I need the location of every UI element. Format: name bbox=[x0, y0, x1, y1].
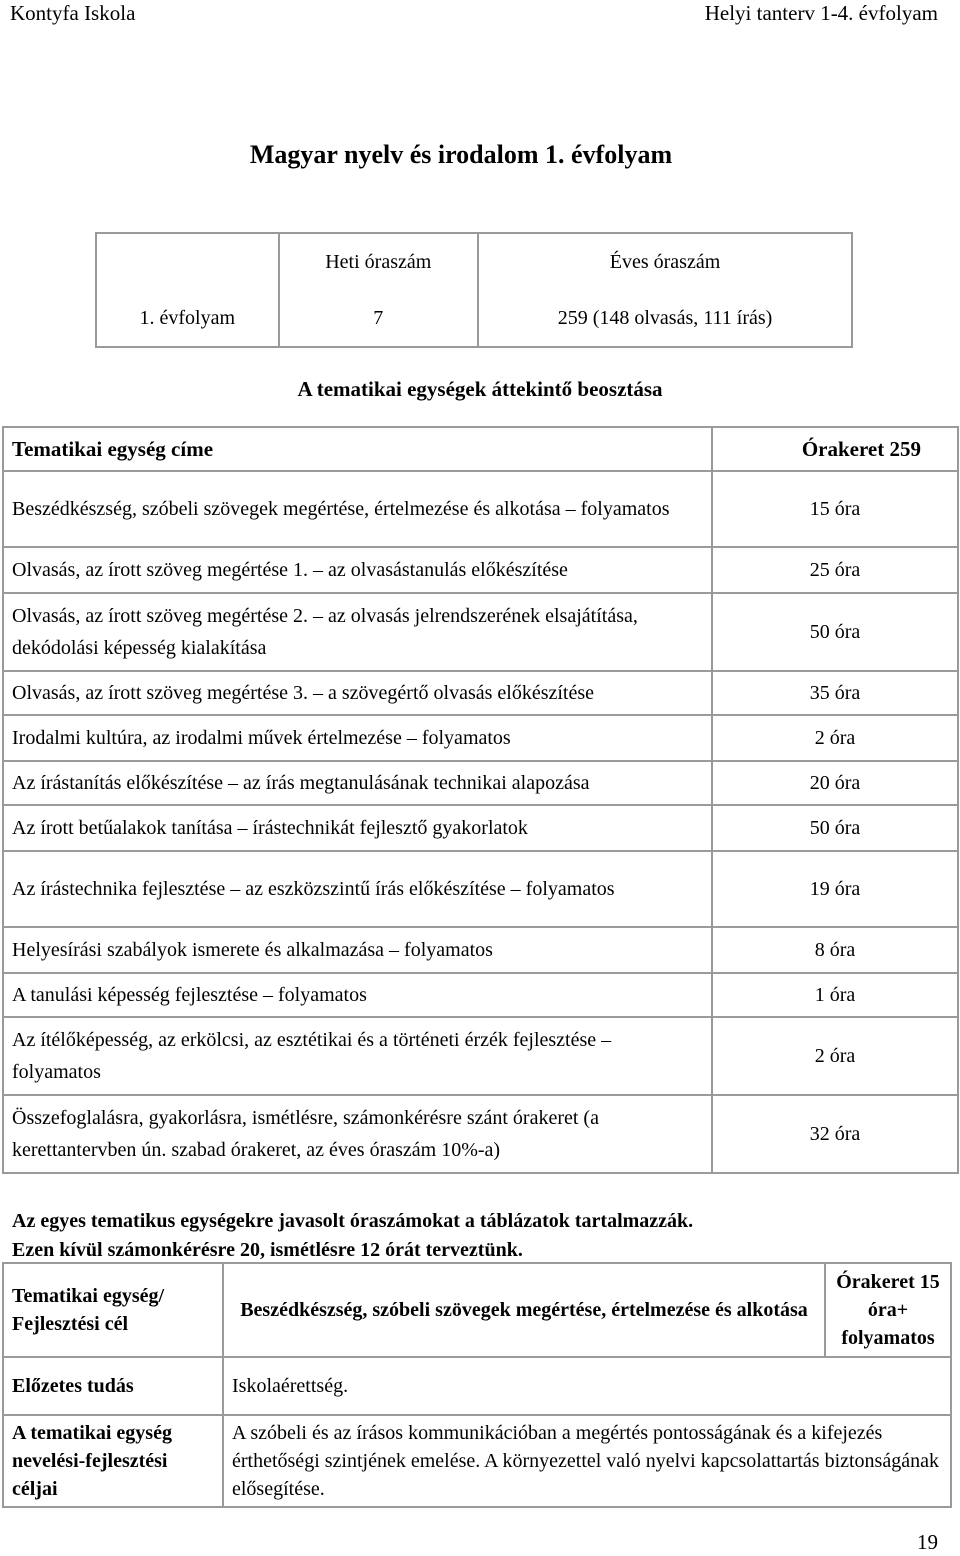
hours-cell: 1 óra bbox=[712, 973, 958, 1017]
topic-cell: Összefoglalásra, gyakorlásra, ismétlésre, számonkérésre szánt órakeret (a kerettantervben ún. szabad órakeret, az éves óraszám 10%-a) bbox=[3, 1095, 712, 1173]
hours-cell: 19 óra bbox=[712, 851, 958, 927]
hours-note-line-2: Ezen kívül számonkérésre 20, ismétlésre 12 órát terveztünk. bbox=[12, 1239, 523, 1261]
topic-cell: Az ítélőképesség, az erkölcsi, az esztétikai és a történeti érzék fejlesztése – folyamatos bbox=[3, 1017, 712, 1095]
topic-cell: Olvasás, az írott szöveg megértése 2. – az olvasás jelrendszerének elsajátítása, dekódolási képesség kialakítása bbox=[3, 593, 712, 671]
hours-yearly-value: 259 (148 olvasás, 111 írás) bbox=[478, 290, 852, 347]
hours-cell: 2 óra bbox=[712, 1017, 958, 1095]
table-row bbox=[3, 851, 958, 927]
table-row bbox=[3, 671, 958, 715]
header-school-name: Kontyfa Iskola bbox=[10, 1, 136, 25]
topic-cell: Az írott betűalakok tanítása – írástechnikát fejlesztő gyakorlatok bbox=[3, 805, 712, 851]
hours-cell: 50 óra bbox=[712, 805, 958, 851]
hours-note-line-1: Az egyes tematikus egységekre javasolt óraszámokat a táblázatok tartalmazzák. bbox=[12, 1210, 694, 1232]
goals-value: A szóbeli és az írásos kommunikációban a megértés pontosságának és a kifejezés érthetőségi szintjének emelése. A környezettel való nyelvi kapcsolattartás biztonságának elősegítése. bbox=[223, 1415, 951, 1507]
goals-label: A tematikai egység nevelési-fejlesztési céljai bbox=[3, 1415, 223, 1507]
table-row bbox=[3, 593, 958, 671]
hours-cell: 35 óra bbox=[712, 671, 958, 715]
topic-cell: Az írástechnika fejlesztése – az eszközszintű írás előkészítése – folyamatos bbox=[3, 851, 712, 927]
unit-table-goals-row bbox=[3, 1415, 951, 1507]
table-row bbox=[3, 1095, 958, 1173]
topic-cell: Az írástanítás előkészítése – az írás megtanulásának technikai alapozása bbox=[3, 761, 712, 805]
hours-header-yearly: Éves óraszám bbox=[478, 233, 852, 290]
hours-table-row bbox=[96, 290, 852, 347]
page-title: Magyar nyelv és irodalom 1. évfolyam bbox=[249, 140, 673, 169]
hours-note bbox=[12, 1207, 952, 1265]
table-row bbox=[3, 471, 958, 547]
table-row bbox=[3, 715, 958, 761]
unit-table bbox=[2, 1262, 952, 1508]
unit-hours: Órakeret 15 óra+ folyamatos bbox=[825, 1263, 951, 1357]
hours-header-weekly: Heti óraszám bbox=[279, 233, 478, 290]
overview-header-hours: Órakeret 259 bbox=[712, 427, 958, 471]
unit-label: Tematikai egység/ Fejlesztési cél bbox=[3, 1263, 223, 1357]
topic-cell: Olvasás, az írott szöveg megértése 1. – az olvasástanulás előkészítése bbox=[3, 547, 712, 593]
table-row bbox=[3, 805, 958, 851]
overview-title: A tematikai egységek áttekintő beosztása bbox=[297, 377, 663, 401]
table-row bbox=[3, 761, 958, 805]
hours-weekly-value: 7 bbox=[279, 290, 478, 347]
hours-cell: 25 óra bbox=[712, 547, 958, 593]
overview-header-topic: Tematikai egység címe bbox=[3, 427, 712, 471]
topic-cell: A tanulási képesség fejlesztése – folyamatos bbox=[3, 973, 712, 1017]
hours-table bbox=[95, 232, 853, 348]
unit-title: Beszédkészség, szóbeli szövegek megértése, értelmezése és alkotása bbox=[223, 1263, 825, 1357]
hours-cell: 8 óra bbox=[712, 927, 958, 973]
table-row bbox=[3, 1017, 958, 1095]
hours-grade: 1. évfolyam bbox=[96, 290, 279, 347]
hours-cell: 32 óra bbox=[712, 1095, 958, 1173]
prior-knowledge-label: Előzetes tudás bbox=[3, 1357, 223, 1415]
hours-cell: 20 óra bbox=[712, 761, 958, 805]
hours-cell: 2 óra bbox=[712, 715, 958, 761]
header-document-title: Helyi tanterv 1-4. évfolyam bbox=[704, 1, 938, 25]
topic-cell: Olvasás, az írott szöveg megértése 3. – a szövegértő olvasás előkészítése bbox=[3, 671, 712, 715]
topic-cell: Irodalmi kultúra, az irodalmi művek értelmezése – folyamatos bbox=[3, 715, 712, 761]
topic-cell: Helyesírási szabályok ismerete és alkalmazása – folyamatos bbox=[3, 927, 712, 973]
topic-cell: Beszédkészség, szóbeli szövegek megértése, értelmezése és alkotása – folyamatos bbox=[3, 471, 712, 547]
page-number: 19 bbox=[917, 1530, 938, 1554]
prior-knowledge-value: Iskolaérettség. bbox=[223, 1357, 951, 1415]
unit-table-title-row bbox=[3, 1263, 951, 1357]
overview-table bbox=[2, 426, 959, 1174]
overview-header-row bbox=[3, 427, 958, 471]
hours-table-header bbox=[96, 233, 852, 290]
hours-cell: 50 óra bbox=[712, 593, 958, 671]
unit-table-prior-row bbox=[3, 1357, 951, 1415]
table-row bbox=[3, 927, 958, 973]
table-row bbox=[3, 973, 958, 1017]
table-row bbox=[3, 547, 958, 593]
hours-header-empty bbox=[96, 233, 279, 290]
hours-cell: 15 óra bbox=[712, 471, 958, 547]
